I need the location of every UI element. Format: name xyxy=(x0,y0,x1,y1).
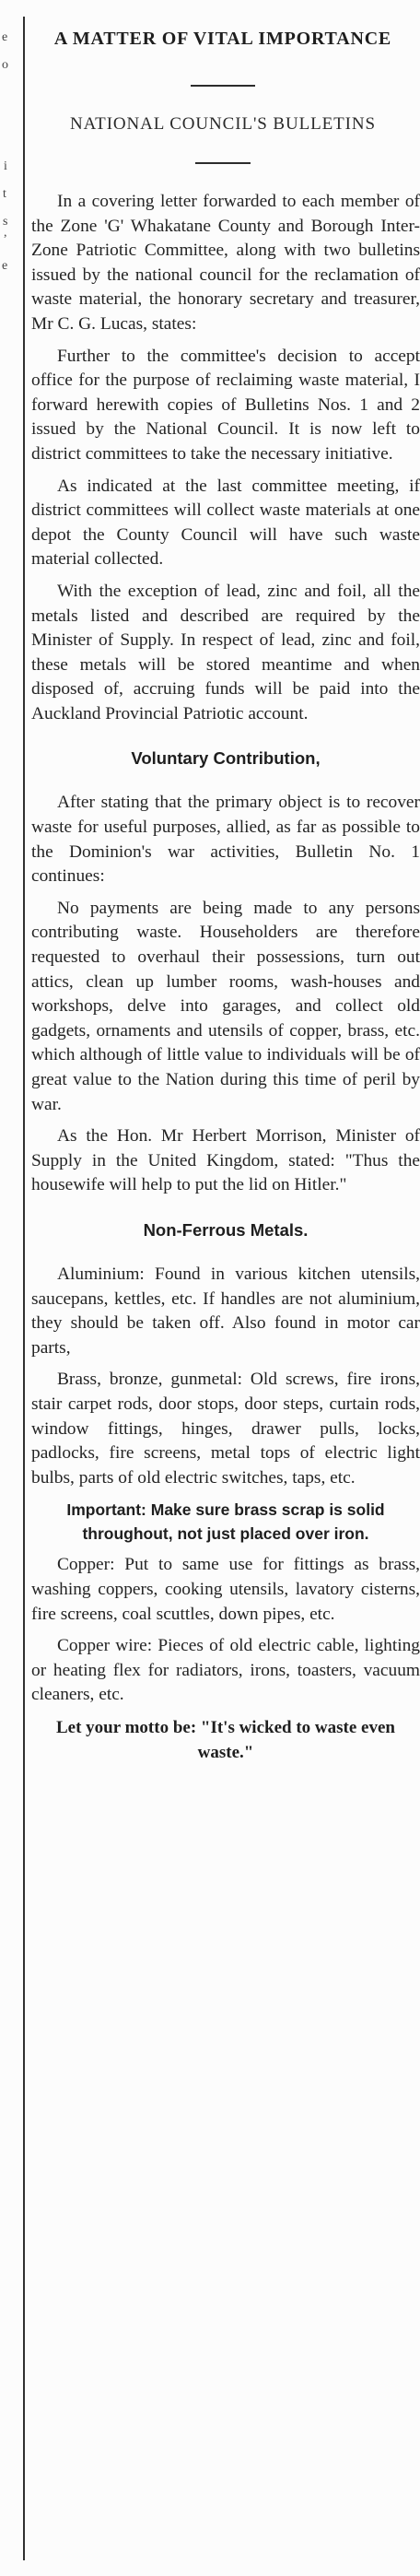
edge-fragment: t xyxy=(3,187,6,201)
paragraph: Aluminium: Found in various kitchen utensils, saucepans, kettles, etc. If handles are not aluminium, they should be taken off. Also found in motor car parts, xyxy=(31,1264,420,1358)
edge-fragment: e xyxy=(2,259,8,273)
article-body xyxy=(26,190,420,1765)
paragraph: Copper: Put to same use for fittings as brass, washing coppers, cooking utensils, lavatory cisterns, fire screens, coal scuttles, down pipes, etc. xyxy=(31,1555,420,1624)
edge-fragment: s xyxy=(3,215,8,229)
section-heading-metals: Non-Ferrous Metals. xyxy=(143,1219,309,1240)
edge-fragment: i xyxy=(4,159,7,173)
adjacent-column-fragment xyxy=(0,0,17,2576)
paragraph: Brass, bronze, gunmetal: Old screws, fire irons, stair carpet rods, door stops, door steps, curtain rods, window fittings, hinges, drawer pulls, locks, padlocks, fire screens, metal tops of electric light bulbs, parts of old electric switches, taps, etc. xyxy=(31,1370,420,1488)
paragraph: In a covering letter forwarded to each member of the Zone 'G' Whakatane County and Borough Inter-Zone Patriotic Committee, along with two bulletins issued by the national council for the reclamation of waste material, the honorary secretary and treasurer, Mr C. G. Lucas, states: xyxy=(31,192,420,334)
paragraph: No payments are being made to any persons contributing waste. Householders are therefore requested to overhaul their possessions, turn out attics, clean up lumber rooms, wash-houses and workshops, delve into garages, and collect old gadgets, ornaments and utensils of copper, brass, etc. which although of little value to individuals will be of great value to the Nation during this time of peril by war. xyxy=(31,898,420,1114)
edge-fragment: e xyxy=(2,30,8,44)
paragraph: Further to the committee's decision to accept office for the purpose of reclaiming waste material, I forward herewith copies of Bulletins Nos. 1 and 2 issued by the National Council. It is now left to district committees to take the necessary initiative. xyxy=(31,346,420,464)
column-rule xyxy=(23,17,25,2560)
headline-divider xyxy=(191,85,255,87)
headline: A MATTER OF VITAL IMPORTANCE xyxy=(53,29,392,49)
important-note: Important: Make sure brass scrap is solid throughout, not just placed over iron. xyxy=(66,1500,385,1544)
edge-fragment: , xyxy=(4,226,7,240)
motto: Let your motto be: "It's wicked to waste even waste." xyxy=(56,1717,395,1762)
subheadline: NATIONAL COUNCIL'S BULLETINS xyxy=(70,114,376,134)
paragraph: After stating that the primary object is to recover waste for useful purposes, allied, as far as possible to the Dominion's war activities, Bulletin No. 1 continues: xyxy=(31,793,420,887)
paragraph: Copper wire: Pieces of old electric cable, lighting or heating flex for radiators, irons, toasters, vacuum cleaners, etc. xyxy=(31,1636,420,1705)
subheadline-divider xyxy=(195,162,251,164)
article xyxy=(26,0,420,1765)
edge-fragment: o xyxy=(2,58,8,72)
section-heading-voluntary: Voluntary Contribution, xyxy=(131,748,321,769)
paragraph: With the exception of lead, zinc and foil, all the metals listed and described are required by the Minister of Supply. In respect of lead, zinc and foil, these metals will be stored meantime and when disposed of, accruing funds will be paid into the Auckland Provincial Patriotic account. xyxy=(31,581,420,723)
paragraph: As indicated at the last committee meeting, if district committees will collect waste materials at one depot the County Council will have such waste material collected. xyxy=(31,476,420,570)
paragraph: As the Hon. Mr Herbert Morrison, Minister of Supply in the United Kingdom, stated: "Thus the housewife will help to put the lid on Hitler." xyxy=(31,1126,420,1195)
